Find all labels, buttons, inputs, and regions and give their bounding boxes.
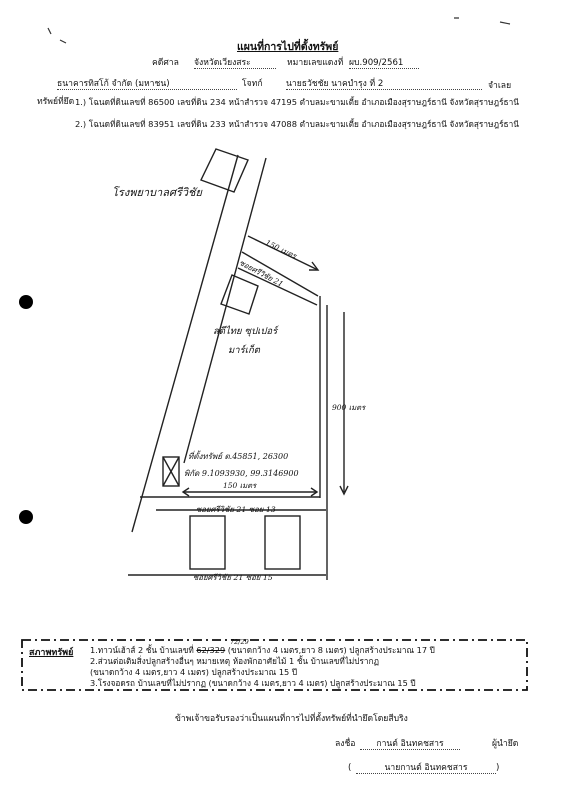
dist-900-label: 900 เมตร [332, 403, 366, 412]
sign-label: ลงชื่อ [335, 739, 356, 749]
condition-label: สภาพทรัพย์ [29, 648, 74, 658]
dist-150-top-label: 150 เมตร [264, 238, 298, 261]
case-value: ผบ.909/2561 [349, 58, 419, 69]
deed-line-2: 2.) โฉนดที่ดินเลขที่ 83951 เลขที่ดิน 233 หน้าสำรวจ 47088 ตำบลมะขามเตี้ย อำเภอเมืองสุราษฎร์ธานี จังหวัดสุราษฎร์ธานี [75, 119, 519, 129]
hospital-label: โรงพยาบาลศรีวิชัย [112, 186, 202, 199]
court-value: จังหวัดเวียงสระ [194, 58, 276, 69]
store-block [221, 275, 258, 314]
dist-150-bottom-label: 150 เมตร [223, 481, 257, 490]
condition-line-3: 3.โรงจอดรถ บ้านเลขที่ไม่ปรากฏ (ขนาดกว้าง 4 เมตร,ยาว 4 เมตร) ปลูกสร้างประมาณ 15 ปี [90, 678, 416, 688]
close-paren: ) [496, 763, 500, 773]
case-label: หมายเลขแดงที่ [287, 58, 344, 68]
condition-line-1b: (ขนาดกว้าง 4 เมตร,ยาว 8 เมตร) ปลูกสร้างประมาณ 17 ปี [227, 645, 435, 655]
signature: กานต์ อินทคชสาร [360, 739, 460, 750]
property-location-label: ที่ตั้งทรัพย์ ต.45851, 26300 [188, 452, 289, 461]
soi-13-label: ซอยศรีวิชัย 21 ซอย 13 [196, 505, 276, 514]
sign-role: ผู้นำยึด [492, 739, 519, 749]
deed-line-1: 1.) โฉนดที่ดินเลขที่ 86500 เลขที่ดิน 234 หน้าสำรวจ 47195 ตำบลมะขามเตี้ย อำเภอเมืองสุราษฎร์ธานี จังหวัดสุราษฎร์ธานี [75, 97, 519, 107]
soi-15-label: ซอยศรีวิชัย 21 ซอย 15 [193, 573, 273, 582]
condition-line-2: 2.ส่วนต่อเติมสิ่งปลูกสร้างอื่นๆ หมายเหตุ ห้องพักอาศัยไม้ 1 ชั้น บ้านเลขที่ไม่ปรากฏ [90, 656, 379, 666]
defendant-value: นายธวัชชัย นาคบำรุง ที่ 2 [286, 79, 482, 90]
soi-21-label: ซอยศรีวิชัย 21 [237, 258, 285, 289]
property-label: ทรัพย์ที่ยึด [37, 97, 75, 107]
condition-line-1a: 1.ทาวน์เฮ้าส์ 2 ชั้น บ้านเลขที่ [90, 645, 194, 655]
signer-name: นายกานต์ อินทคชสาร [356, 763, 496, 774]
building-block-1 [190, 516, 225, 569]
page-title: แผนที่การไปที่ตั้งทรัพย์ [237, 41, 339, 53]
plaintiff-label: โจทก์ [242, 79, 263, 89]
condition-line-2b: (ขนาดกว้าง 4 เมตร,ยาว 4 เมตร) ปลูกสร้างประมาณ 15 ปี [90, 667, 298, 677]
store-label-2: มาร์เก็ต [228, 345, 260, 356]
court-label: คดีศาล [152, 58, 179, 68]
defendant-label: จำเลย [488, 81, 512, 91]
house-number-correction: 72/29 [230, 638, 249, 646]
condition-line-1 [90, 645, 435, 655]
house-number-struck: 62/329 [196, 645, 226, 655]
building-block-2 [265, 516, 300, 569]
hospital-block [201, 149, 248, 192]
coordinates-label: พิกัด 9.1093930, 99.3146900 [184, 469, 299, 478]
open-paren: ( [348, 763, 352, 773]
certify-statement: ข้าพเจ้าขอรับรองว่าเป็นแผนที่การไปที่ตั้งทรัพย์ที่นำยึดโดยสีบริง [175, 714, 408, 724]
store-label-1: ลดีไทย ซุปเปอร์ [213, 326, 278, 337]
plaintiff-value: ธนาคารทิสโก้ จำกัด (มหาชน) [57, 79, 237, 90]
